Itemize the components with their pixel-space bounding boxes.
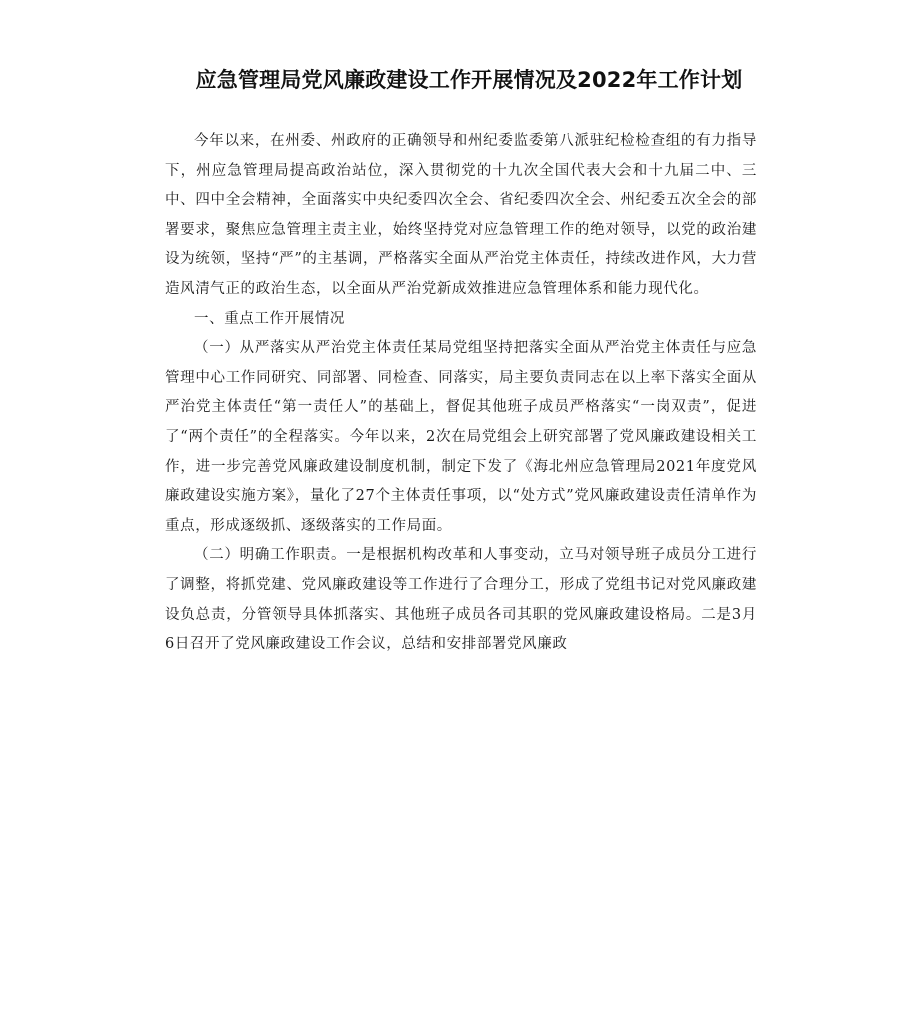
document-title: 应急管理局党风廉政建设工作开展情况及2022年工作计划 [195, 68, 743, 92]
document-body [165, 127, 757, 660]
section-paragraph-2: （二）明确工作职责。一是根据机构改革和人事变动，立马对领导班子成员分工进行了调整，将抓党建、党风廉政建设等工作进行了合理分工，形成了党组书记对党风廉政建设负总责，分管领导具体抓落实、其他班子成员各司其职的党风廉政建设格局。二是3月6日召开了党风廉政建设工作会议，总结和安排部署党风廉政 [165, 547, 757, 653]
section-heading: 一、重点工作开展情况 [194, 310, 345, 327]
section-paragraph-1: （一）从严落实从严治党主体责任某局党组坚持把落实全面从严治党主体责任与应急管理中心工作同研究、同部署、同检查、同落实，局主要负责同志在以上率下落实全面从严治党主体责任“第一责任人”的基础上，督促其他班子成员严格落实“一岗双责”，促进了“两个责任”的全程落实。今年以来，2次在局党组会上研究部署了党风廉政建设相关工作，进一步完善党风廉政建设制度机制，制定下发了《海北州应急管理局2021年度党风廉政建设实施方案》，量化了27个主体责任事项，以“处方式”党风廉政建设责任清单作为重点，形成逐级抓、逐级落实的工作局面。 [165, 340, 757, 534]
intro-paragraph: 今年以来，在州委、州政府的正确领导和州纪委监委第八派驻纪检检查组的有力指导下，州应急管理局提高政治站位，深入贯彻党的十九次全国代表大会和十九届二中、三中、四中全会精神，全面落实中央纪委四次全会、省纪委四次全会、州纪委五次全会的部署要求，聚焦应急管理主责主业，始终坚持党对应急管理工作的绝对领导，以党的政治建设为统领，坚持“严”的主基调，严格落实全面从严治党主体责任，持续改进作风，大力营造风清气正的政治生态，以全面从严治党新成效推进应急管理体系和能力现代化。 [165, 133, 757, 297]
